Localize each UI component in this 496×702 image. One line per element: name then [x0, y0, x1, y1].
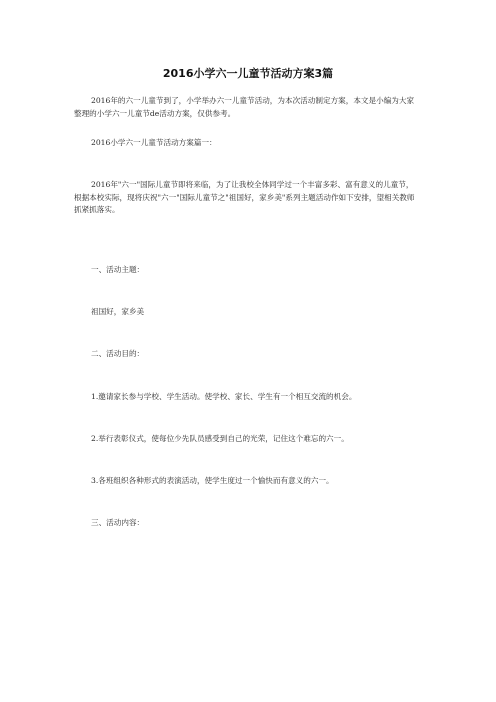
- content-heading: 三、活动内容：: [91, 518, 145, 527]
- theme-heading: 一、活动主题：: [91, 265, 145, 274]
- theme-text: 祖国好，家乡美: [91, 307, 145, 316]
- purpose-item-1: 1.邀请家长参与学校、学生活动。使学校、家长、学生有一个相互交流的机会。: [91, 392, 357, 401]
- purpose-item-2: 2.举行表彰仪式，使每位少先队员感受到自己的光荣，记住这个难忘的六一。: [91, 434, 349, 443]
- purpose-heading: 二、活动目的：: [91, 349, 145, 358]
- section-heading: 2016小学六一儿童节活动方案篇一：: [91, 138, 217, 147]
- intro-paragraph: 2016年的六一儿童节到了，小学举办六一儿童节活动，为本次活动制定方案，本文是小编为大家整理的小学六一儿童节de活动方案，仅供参考。: [74, 96, 415, 118]
- purpose-item-3: 3.各班组织各种形式的表演活动，使学生度过一个愉快而有意义的六一。: [91, 476, 334, 485]
- body-paragraph: 2016年"六一"国际儿童节即将来临，为了让我校全体同学过一个丰富多彩、富有意义的儿童节，根据本校实际，现将庆祝"六一"国际儿童节之"祖国好，家乡美"系列主题活动作如下安排，望相关教师抓紧抓落实。: [74, 180, 415, 214]
- document-title: 2016小学六一儿童节活动方案3篇: [162, 67, 334, 80]
